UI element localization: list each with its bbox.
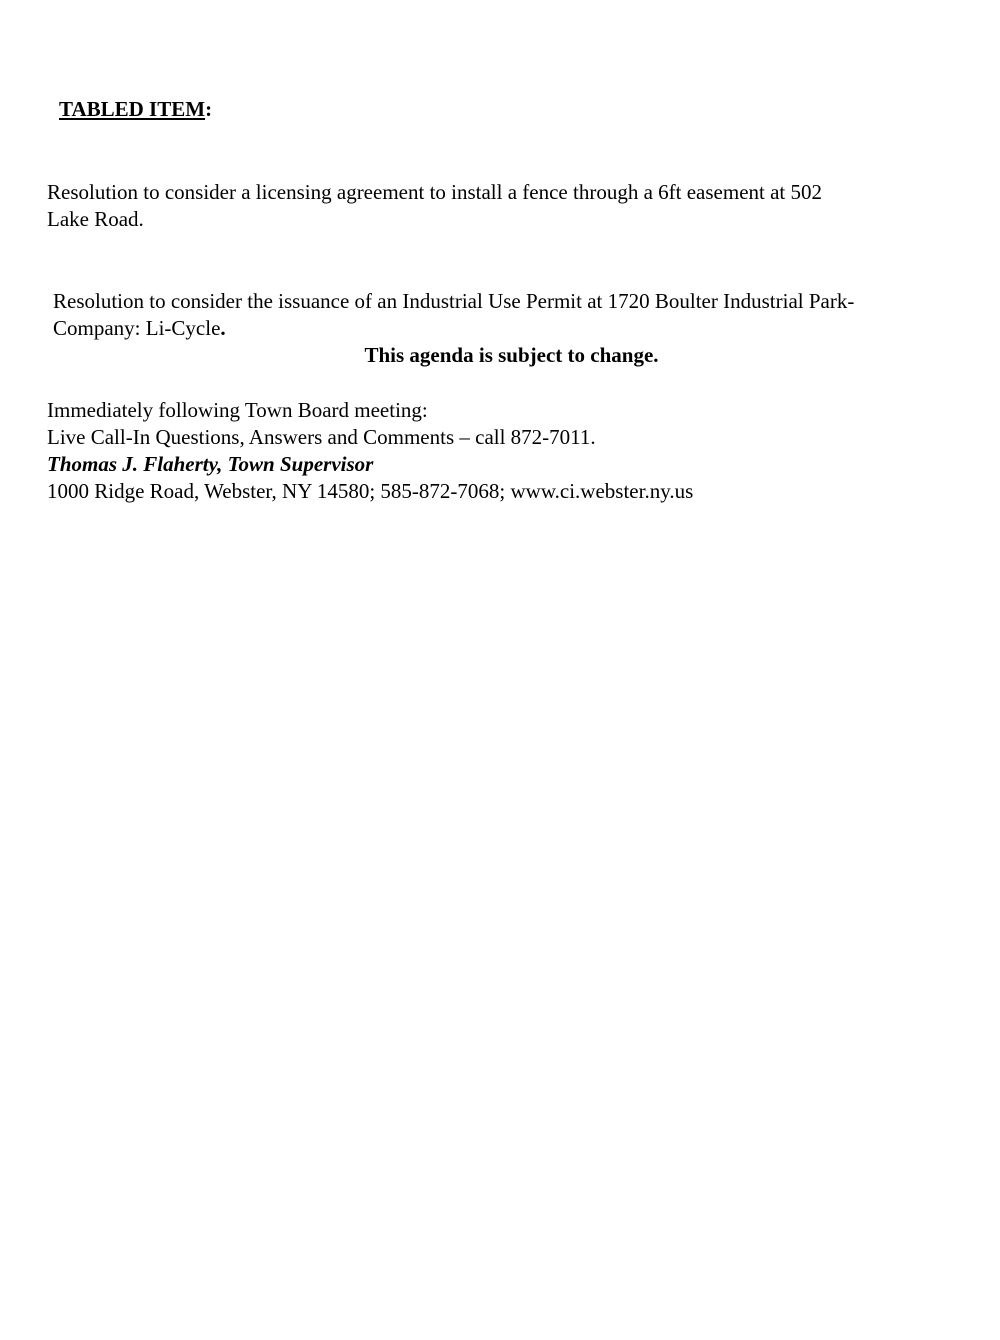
resolution-2-line-1: Resolution to consider the issuance of an Industrial Use Permit at 1720 Boulter Industrial Park- <box>53 289 855 313</box>
tabled-item-heading-colon: : <box>205 97 213 121</box>
call-in-line: Live Call-In Questions, Answers and Comments – call 872-7011. <box>47 425 596 449</box>
resolution-1-line-1: Resolution to consider a licensing agreement to install a fence through a 6ft easement at 502 <box>47 180 823 204</box>
resolution-1-line-2: Lake Road. <box>47 207 144 231</box>
contact-address: 1000 Ridge Road, Webster, NY 14580; 585-872-7068; www.ci.webster.ny.us <box>47 479 694 503</box>
agenda-change-notice: This agenda is subject to change. <box>364 343 659 367</box>
following-meeting-line: Immediately following Town Board meeting: <box>47 398 428 422</box>
resolution-2-line-2-period: . <box>220 316 226 340</box>
tabled-item-heading <box>59 96 212 123</box>
resolution-2-line-2 <box>53 315 226 342</box>
resolution-2-line-2-text: Company: Li-Cycle <box>53 316 221 340</box>
supervisor-signature: Thomas J. Flaherty, Town Supervisor <box>47 452 374 476</box>
tabled-item-heading-text: TABLED ITEM <box>59 97 206 121</box>
